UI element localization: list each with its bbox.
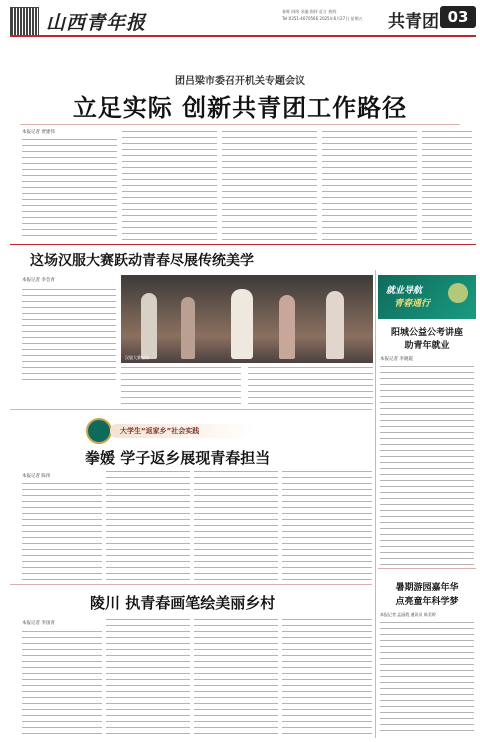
masthead-info-line1: 春晖 网络 采编 指挥 征订 热线: [282, 9, 337, 14]
section-divider-2: [10, 409, 372, 410]
masthead-rule: [10, 35, 476, 37]
feature-tag-banner: [110, 424, 254, 438]
photo-figure-4: [279, 295, 295, 359]
sidebar1-banner-line2: 青春通行: [394, 299, 431, 309]
sidebar1-byline: 本报记者 李晓霞: [380, 357, 413, 362]
photo-figure-5: [326, 291, 344, 359]
story2-headline: 这场汉服大赛跃动青春尽展传统美学: [30, 253, 254, 269]
photo-figure-3: [231, 289, 253, 359]
vertical-divider: [375, 270, 376, 738]
photo-figure-2: [181, 297, 195, 359]
masthead-info-line2: Tel:0351-4070566 2025年6月27日 星期五: [282, 16, 363, 21]
story4-byline: 本报记者 李国青: [22, 621, 55, 626]
lead-headline: 立足实际 创新共青团工作路径: [72, 93, 408, 122]
story2-byline: 本报记者 李会青: [22, 278, 55, 283]
story4-body-col2: [106, 618, 190, 735]
masthead: [0, 0, 480, 40]
story4-body-col1: [22, 630, 102, 735]
sidebar1-banner: [378, 275, 476, 319]
feature-tag: 大学生“返家乡”社会实践: [120, 427, 200, 435]
photo-figure-1: [141, 293, 157, 359]
lead-body-col2: [122, 130, 217, 240]
sidebar1-headline-line2: 助青年就业: [404, 341, 450, 351]
feature-byline: 本报记者 陈彤: [22, 474, 51, 479]
sidebar2-headline-line1: 暑期游园嘉年华: [395, 583, 459, 593]
story4-body-col3: [194, 618, 278, 735]
story2-body-col3: [248, 366, 373, 406]
feature-body-col4: [282, 470, 372, 580]
section-name: 共青团: [388, 12, 439, 32]
lead-rule: [20, 124, 460, 125]
sidebar-divider: [378, 568, 476, 569]
story4-body-col4: [282, 618, 372, 735]
qr-code-icon: [10, 7, 39, 36]
lead-body-col4: [322, 130, 417, 240]
story2-photo: [121, 275, 373, 363]
page-number: 03: [447, 8, 469, 26]
sidebar1-body: [380, 365, 474, 565]
graduation-cap-icon: [448, 283, 468, 303]
feature-headline: 拳媛 学子返乡展现青春担当: [85, 449, 271, 467]
story2-body-col2: [121, 366, 241, 406]
photo-caption: 汉服大赛现场: [125, 355, 149, 360]
feature-body-col3: [194, 470, 278, 580]
feature-body-col1: [22, 482, 102, 580]
lead-byline: 本报记者 贾建伟: [22, 130, 55, 135]
section-divider-3: [10, 584, 372, 585]
feature-body-col2: [106, 470, 190, 580]
section-divider-1: [10, 244, 476, 245]
sidebar2-byline: 本报记者 孟丽霞 通讯员 陈美婷: [380, 612, 436, 617]
sidebar2-body: [380, 621, 474, 735]
feature-emblem: [86, 418, 112, 444]
lead-body-col3: [222, 130, 317, 240]
story2-body-col1: [22, 288, 116, 384]
masthead-logo: 山西青年报: [46, 12, 147, 34]
story4-headline: 陵川 执青春画笔绘美丽乡村: [90, 594, 276, 612]
lead-kicker: 团吕梁市委召开机关专题会议: [175, 76, 305, 87]
page-number-badge: [440, 6, 476, 28]
sidebar2-headline-line2: 点亮童年科学梦: [395, 597, 459, 607]
sidebar1-headline-line1: 阳城公益公考讲座: [390, 328, 463, 338]
sidebar1-banner-line1: 就业导航: [386, 286, 423, 296]
lead-body-col1: [22, 138, 117, 240]
lead-body-col5: [422, 130, 472, 240]
